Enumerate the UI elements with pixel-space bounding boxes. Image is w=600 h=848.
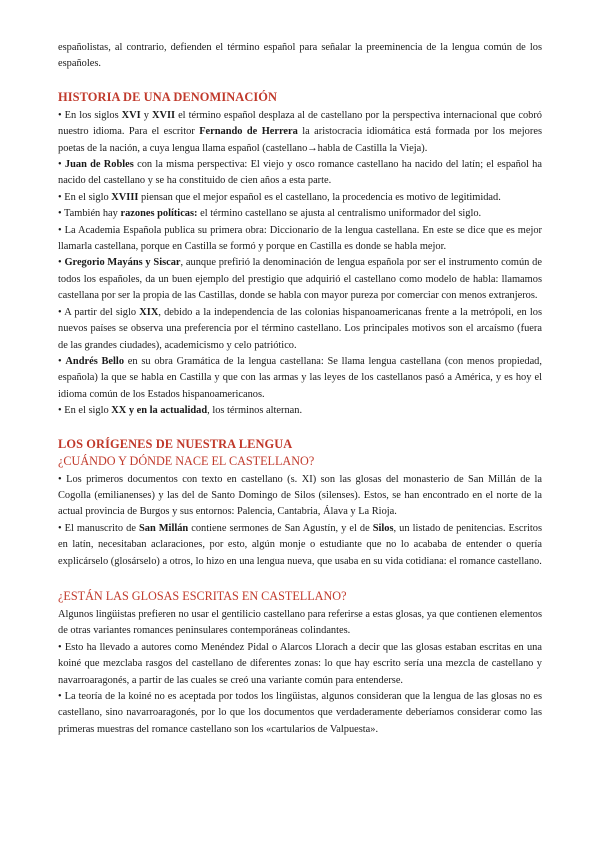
glosas-heading: ¿ESTÁN LAS GLOSAS ESCRITAS EN CASTELLANO?	[58, 588, 347, 603]
origenes-heading: LOS ORÍGENES DE NUESTRA LENGUA	[58, 436, 293, 451]
section-glosas	[58, 588, 542, 738]
historia-item-1: • En los siglos XVI y XVII el término español desplaza al de castellano por la perspectiva internacional que cobró nuestro idioma. Para el escritor Fernando de Herrera la aristocracia idiomática está formada por los mejores poetas de la nación, a cuya lengua llama español (castellano→habla de Castilla la Vieja).	[58, 109, 542, 154]
historia-item-5: • La Academia Española publica su primera obra: Diccionario de la lengua castellana. En este se dice que es mejor llamarla castellana, porque en Castilla se formó y porque en Castilla es donde se habla mejor.	[58, 224, 542, 253]
origenes-subheading: ¿CUÁNDO Y DÓNDE NACE EL CASTELLANO?	[58, 453, 315, 468]
historia-item-6: • Gregorio Mayáns y Siscar, aunque prefirió la denominación de lengua española por ser el instrumento común de todos los españoles, da un buen ejemplo del prestigio que adquirió el castellano como modelo de habla: llamamos castellana por ser la propia de las Castillas, donde se habla con mayor pureza por comerciar con menos extranjeros.	[58, 257, 542, 302]
historia-heading: HISTORIA DE UNA DENOMINACIÓN	[58, 89, 278, 104]
historia-item-3: • En el siglo XVIII piensan que el mejor español es el castellano, la procedencia es motivo de legitimidad.	[58, 191, 501, 203]
glosas-item-1: Algunos lingüistas prefieren no usar el gentilicio castellano para referirse a estas glosas, ya que contienen elementos de otras variantes romances peninsulares contemporáneas colindantes.	[58, 608, 542, 637]
origenes-item-1: • Los primeros documentos con texto en castellano (s. XI) son las glosas del monasterio de San Millán de la Cogolla (emilianenses) y las del de Santo Domingo de Silos (silenses). Estos, se han encontrado en el norte de la actual provincia de Burgos y sus entornos: Palencia, Cantabria, Álava y La Rioja.	[58, 473, 542, 518]
glosas-item-3: • La teoría de la koiné no es aceptada por todos los lingüistas, algunos consideran que la lengua de las glosas no es castellano, sino navarroaragonés, por lo que los documentos que verdaderamente deberíamos considerar como las primeras muestras del romance castellano son los «cartularios de Valpuesta».	[58, 691, 542, 735]
section-origenes	[58, 436, 542, 570]
historia-item-4: • También hay razones políticas: el término castellano se ajusta al centralismo uniformador del siglo.	[58, 208, 482, 220]
intro-paragraph: españolistas, al contrario, defienden el término español para señalar la preeminencia de la lengua común de los españoles.	[58, 42, 542, 70]
historia-item-8: • Andrés Bello en su obra Gramática de la lengua castellana: Se llama lengua castellana (con menos propiedad, española) la que se habla en Castilla y que con las armas y las leyes de los castellanos pasó a América, y es hoy el idioma común de los Estados hispanoamericanos.	[58, 355, 542, 400]
historia-item-2: • Juan de Robles con la misma perspectiva: El viejo y osco romance castellano ha nacido del latín; el español ha nacido del castellano y se ha constituido de cien años a esta parte.	[58, 159, 542, 187]
historia-item-9: • En el siglo XX y en la actualidad, los términos alternan.	[58, 405, 303, 417]
section-historia	[58, 89, 542, 420]
historia-item-7: • A partir del siglo XIX, debido a la independencia de las colonias hispanoamericanas frente a la metrópoli, en los nuevos países se observa una preferencia por el término castellano. Los principales motivos son el arcaísmo (fuera de las grandes ciudades), academicismo y celo patriótico.	[58, 306, 543, 351]
glosas-item-2: • Esto ha llevado a autores como Menéndez Pidal o Alarcos Llorach a decir que las glosas estaban escritas en una koiné que mezclaba rasgos del castellano de diferentes zonas: lo que hay escrito sería una mezcla de castellano y navarroaragonés, a partir de las cuales se creó una variante común para entenderse.	[58, 641, 542, 686]
origenes-item-2: • El manuscrito de San Millán contiene sermones de San Agustín, y el de Silos, un listado de penitencias. Escritos en latín, necesitaban aclaraciones, por esto, algún monje o estudiante que no lo acababa de entender o quería explicárselo (glosárselo) a otros, lo hizo en una lengua nueva, que usaba en su vida cotidiana: el romance castellano.	[58, 522, 542, 567]
